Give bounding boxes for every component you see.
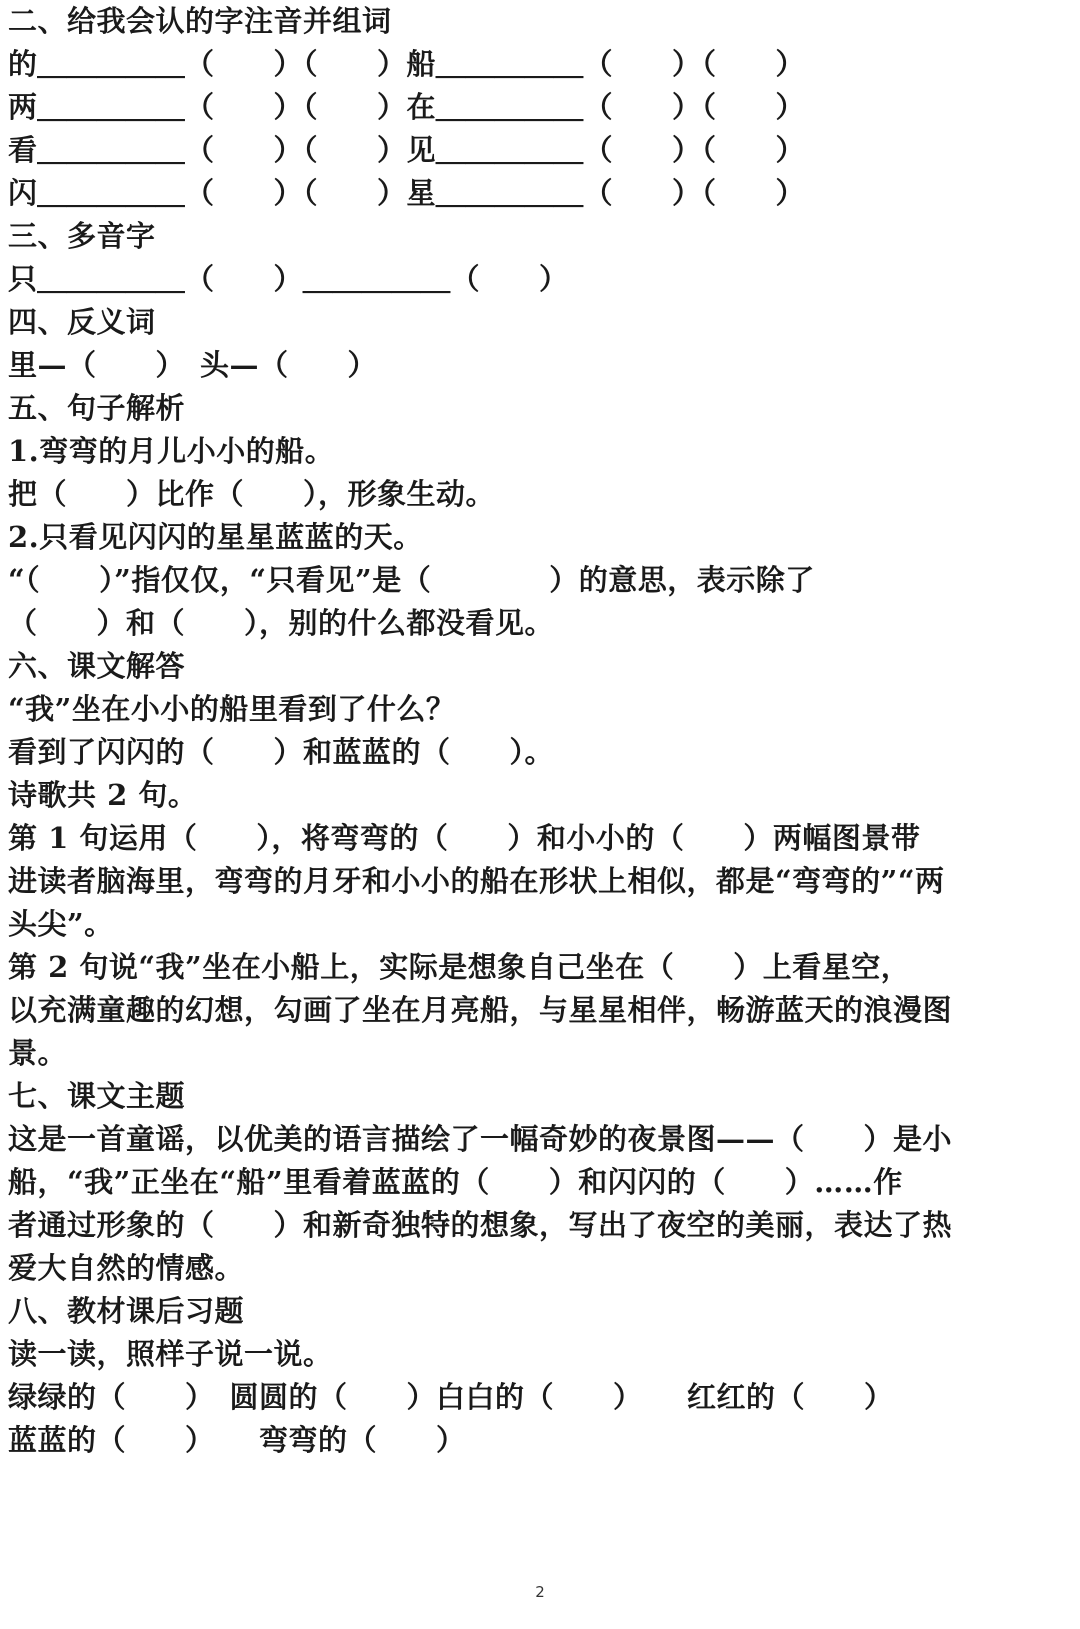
worksheet-line: 七、课文主题: [8, 1079, 186, 1113]
worksheet-line: 第 2 句说“我”坐在小船上，实际是想象自己坐在（ ）上看星空，: [8, 950, 911, 984]
worksheet-line: 景。: [8, 1036, 68, 1070]
worksheet-line: 第 1 句运用（ ），将弯弯的（ ）和小小的（ ）两幅图景带: [8, 821, 921, 855]
worksheet-line: 这是一首童谣，以优美的语言描绘了一幅奇妙的夜景图——（ ）是小: [8, 1122, 953, 1156]
page-number: 2: [535, 1583, 545, 1601]
worksheet-line: “我”坐在小小的船里看到了什么？: [8, 692, 456, 726]
worksheet-line: 里—（ ） 头—（ ）: [8, 348, 378, 382]
worksheet-line: 读一读，照样子说一说。: [8, 1337, 333, 1371]
worksheet-line: 五、句子解析: [8, 391, 186, 425]
worksheet-line: 闪＿＿＿＿＿（ ）（ ）星＿＿＿＿＿（ ）（ ）: [8, 176, 806, 210]
worksheet-line: 船，“我”正坐在“船”里看着蓝蓝的（ ）和闪闪的（ ）……作: [8, 1165, 903, 1199]
worksheet-line: 爱大自然的情感。: [8, 1251, 245, 1285]
worksheet-line: 2.只看见闪闪的星星蓝蓝的天。: [8, 520, 423, 554]
worksheet-line: 1.弯弯的月儿小小的船。: [8, 434, 335, 468]
worksheet-line: 者通过形象的（ ）和新奇独特的想象，写出了夜空的美丽，表达了热: [8, 1208, 953, 1242]
worksheet-line: 的＿＿＿＿＿（ ）（ ）船＿＿＿＿＿（ ）（ ）: [8, 47, 806, 81]
worksheet-line: 二、给我会认的字注音并组词: [8, 4, 392, 38]
worksheet-line: 诗歌共 2 句。: [8, 778, 198, 812]
worksheet-line: 以充满童趣的幻想，勾画了坐在月亮船，与星星相伴，畅游蓝天的浪漫图: [8, 993, 953, 1027]
worksheet-line: 把（ ）比作（ ），形象生动。: [8, 477, 496, 511]
worksheet-line: （ ）和（ ），别的什么都没看见。: [8, 606, 555, 640]
worksheet-line: 六、课文解答: [8, 649, 186, 683]
worksheet-line: 只＿＿＿＿＿（ ）＿＿＿＿＿（ ）: [8, 262, 569, 296]
worksheet-line: 两＿＿＿＿＿（ ）（ ）在＿＿＿＿＿（ ）（ ）: [8, 90, 806, 124]
worksheet-line: 头尖”。: [8, 907, 114, 941]
worksheet-line: 进读者脑海里，弯弯的月牙和小小的船在形状上相似，都是“弯弯的”“两: [8, 864, 945, 898]
worksheet-line: 绿绿的（ ） 圆圆的（ ）白白的（ ） 红红的（ ）: [8, 1380, 894, 1414]
worksheet-line: 八、教材课后习题: [8, 1294, 245, 1328]
worksheet-line: “（ ）”指仅仅，“只看见”是（ ）的意思，表示除了: [8, 563, 815, 597]
worksheet-line: 四、反义词: [8, 305, 156, 339]
worksheet-line: 看＿＿＿＿＿（ ）（ ）见＿＿＿＿＿（ ）（ ）: [8, 133, 806, 167]
worksheet-line: 蓝蓝的（ ） 弯弯的（ ）: [8, 1423, 466, 1457]
worksheet-line: 三、多音字: [8, 219, 156, 253]
worksheet-line: 看到了闪闪的（ ）和蓝蓝的（ ）。: [8, 735, 555, 769]
worksheet-page: [8, 0, 1072, 1462]
